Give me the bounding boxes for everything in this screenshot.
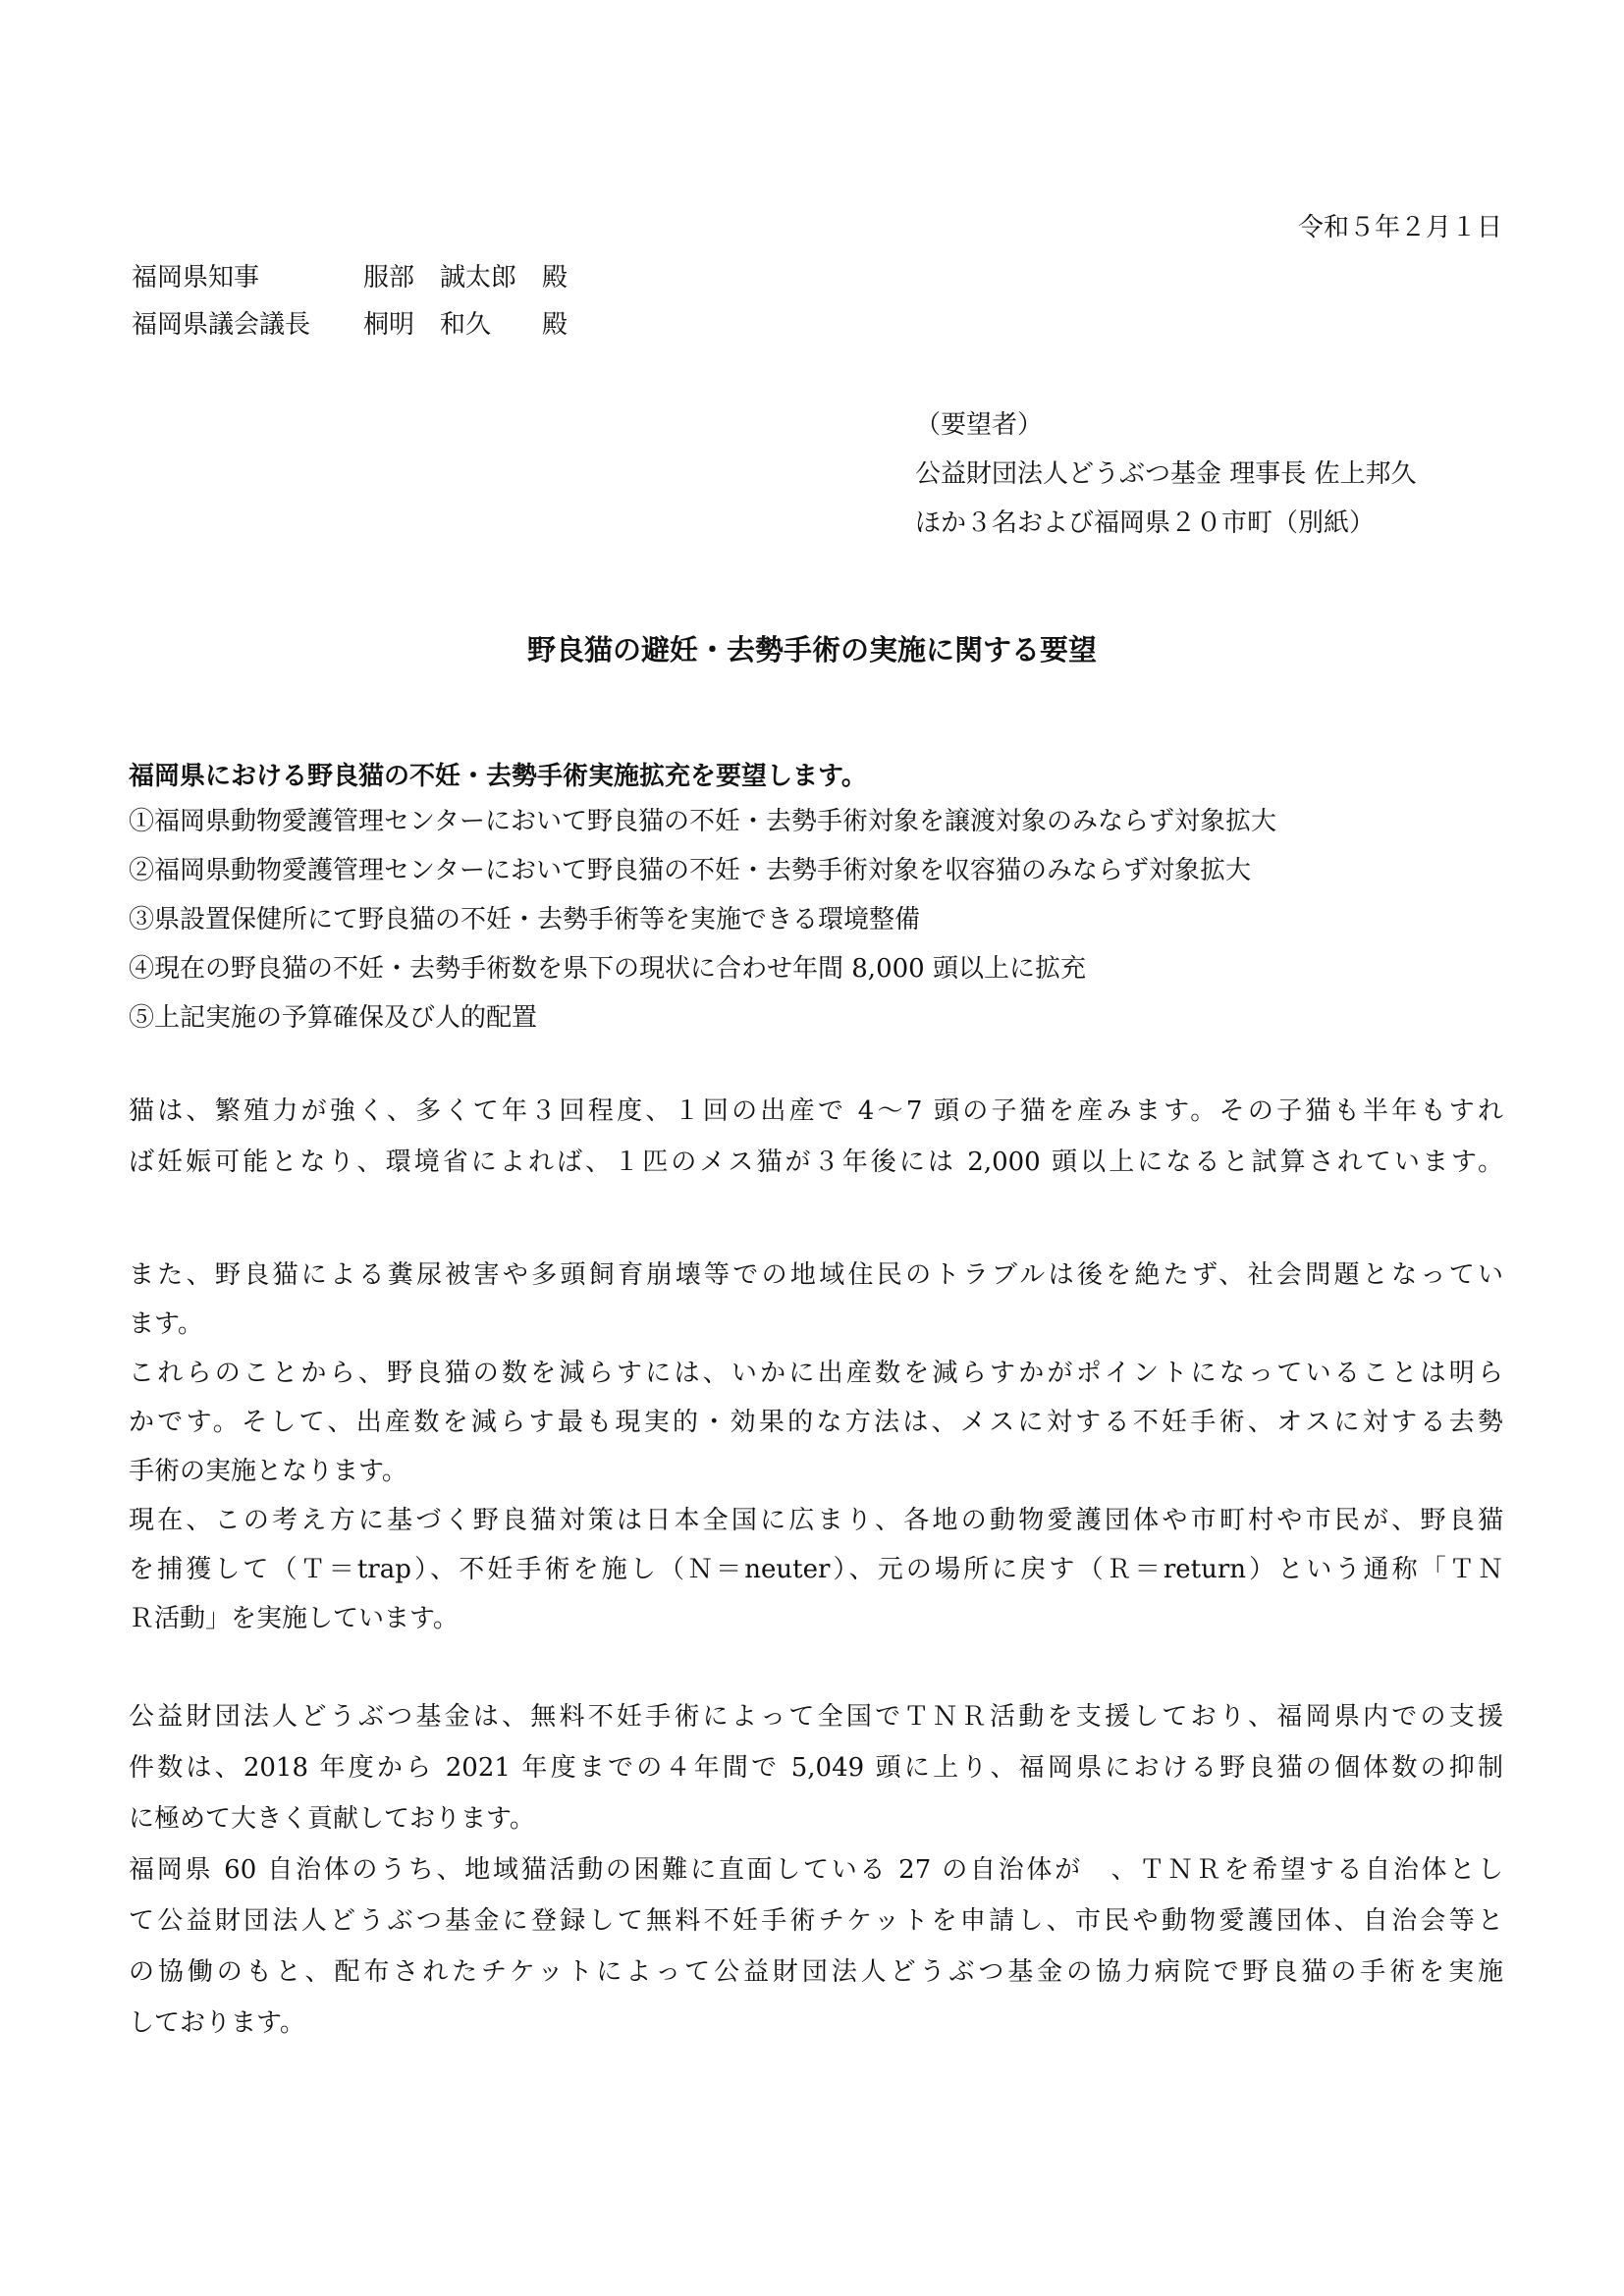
request-item-4: ④現在の野良猫の不妊・去勢手術数を県下の現状に合わせ年間 8,000 頭以上に拡充 bbox=[129, 954, 1086, 984]
paragraph-2-line: 現在、この考え方に基づく野良猫対策は日本全国に広まり、各地の動物愛護団体や市町村や市民が、野良猫 bbox=[129, 1506, 1503, 1535]
paragraph-3-line: に極めて大きく貢献しております。 bbox=[129, 1804, 535, 1834]
paragraph-3-line: て公益財団法人どうぶつ基金に登録して無料不妊手術チケットを申請し、市民や動物愛護団体、自治会等と bbox=[129, 1906, 1503, 1936]
paragraph-3-line: の協働のもと、配布されたチケットによって公益財団法人どうぶつ基金の協力病院で野良猫の手術を実施 bbox=[129, 1957, 1503, 1987]
addressee-title: 福岡県議会議長 bbox=[132, 310, 311, 340]
addressee-governor-name: 服部 誠太郎 殿 bbox=[363, 263, 568, 293]
paragraph-3-line: しております。 bbox=[129, 2008, 305, 2038]
paragraph-3-line: 件数は、2018 年度から 2021 年度までの４年間で 5,049 頭に上り、福岡県における野良猫の個体数の抑制 bbox=[129, 1753, 1503, 1783]
paragraph-1-line: ば妊娠可能となり、環境省によれば、１匹のメス猫が３年後には 2,000 頭以上になると試算されています。 bbox=[129, 1148, 1503, 1177]
paragraph-2-line: また、野良猫による糞尿被害や多頭飼育崩壊等での地域住民のトラブルは後を絶たず、社会問題となってい bbox=[129, 1260, 1503, 1290]
request-item-3: ③県設置保健所にて野良猫の不妊・去勢手術等を実施できる環境整備 bbox=[129, 905, 921, 934]
requester-line-1: 公益財団法人どうぶつ基金 理事長 佐上邦久 bbox=[915, 459, 1417, 489]
request-heading: 福岡県における野良猫の不妊・去勢手術実施拡充を要望します。 bbox=[129, 762, 867, 791]
paragraph-2-line: Ｒ活動」を実施しています。 bbox=[129, 1604, 459, 1633]
paragraph-3-line: 公益財団法人どうぶつ基金は、無料不妊手術によって全国でＴＮＲ活動を支援しており、福岡県内での支援 bbox=[129, 1702, 1503, 1732]
paragraph-2-line: を捕獲して（Ｔ＝trap）、不妊手術を施し（Ｎ＝neuter）、元の場所に戻す（Ｒ＝return）という通称「ＴＮ bbox=[129, 1555, 1503, 1584]
paragraph-3-line: 福岡県 60 自治体のうち、地域猫活動の困難に直面している 27 の自治体が 、ＴＮＲを希望する自治体とし bbox=[129, 1855, 1503, 1885]
addressee-chairman bbox=[132, 304, 310, 341]
request-item-5: ⑤上記実施の予算確保及び人的配置 bbox=[129, 1003, 538, 1033]
addressee-governor bbox=[132, 257, 259, 294]
addressee-title: 福岡県知事 bbox=[132, 263, 260, 293]
request-item-2: ②福岡県動物愛護管理センターにおいて野良猫の不妊・去勢手術対象を収容猫のみならず対象拡大 bbox=[129, 856, 1251, 885]
request-item-1: ①福岡県動物愛護管理センターにおいて野良猫の不妊・去勢手術対象を譲渡対象のみならず対象拡大 bbox=[129, 807, 1276, 836]
requester-label: （要望者） bbox=[915, 410, 1044, 440]
requester-line-2: ほか３名および福岡県２０市町（別紙） bbox=[915, 508, 1376, 538]
document-date: 令和５年２月１日 bbox=[1297, 213, 1502, 242]
paragraph-2-line: 手術の実施となります。 bbox=[129, 1457, 407, 1486]
paragraph-2-line: ます。 bbox=[129, 1309, 203, 1339]
addressee-chairman-name: 桐明 和久 殿 bbox=[363, 310, 568, 340]
paragraph-1-line: 猫は、繁殖力が強く、多くて年３回程度、１回の出産で 4～7 頭の子猫を産みます。その子猫も半年もすれ bbox=[129, 1096, 1503, 1126]
document-title: 野良猫の避妊・去勢手術の実施に関する要望 bbox=[526, 633, 1097, 667]
paragraph-2-line: かです。そして、出産数を減らす最も現実的・効果的な方法は、メスに対する不妊手術、オスに対する去勢 bbox=[129, 1408, 1503, 1437]
paragraph-2-line: これらのことから、野良猫の数を減らすには、いかに出産数を減らすかがポイントになっていることは明ら bbox=[129, 1359, 1503, 1388]
